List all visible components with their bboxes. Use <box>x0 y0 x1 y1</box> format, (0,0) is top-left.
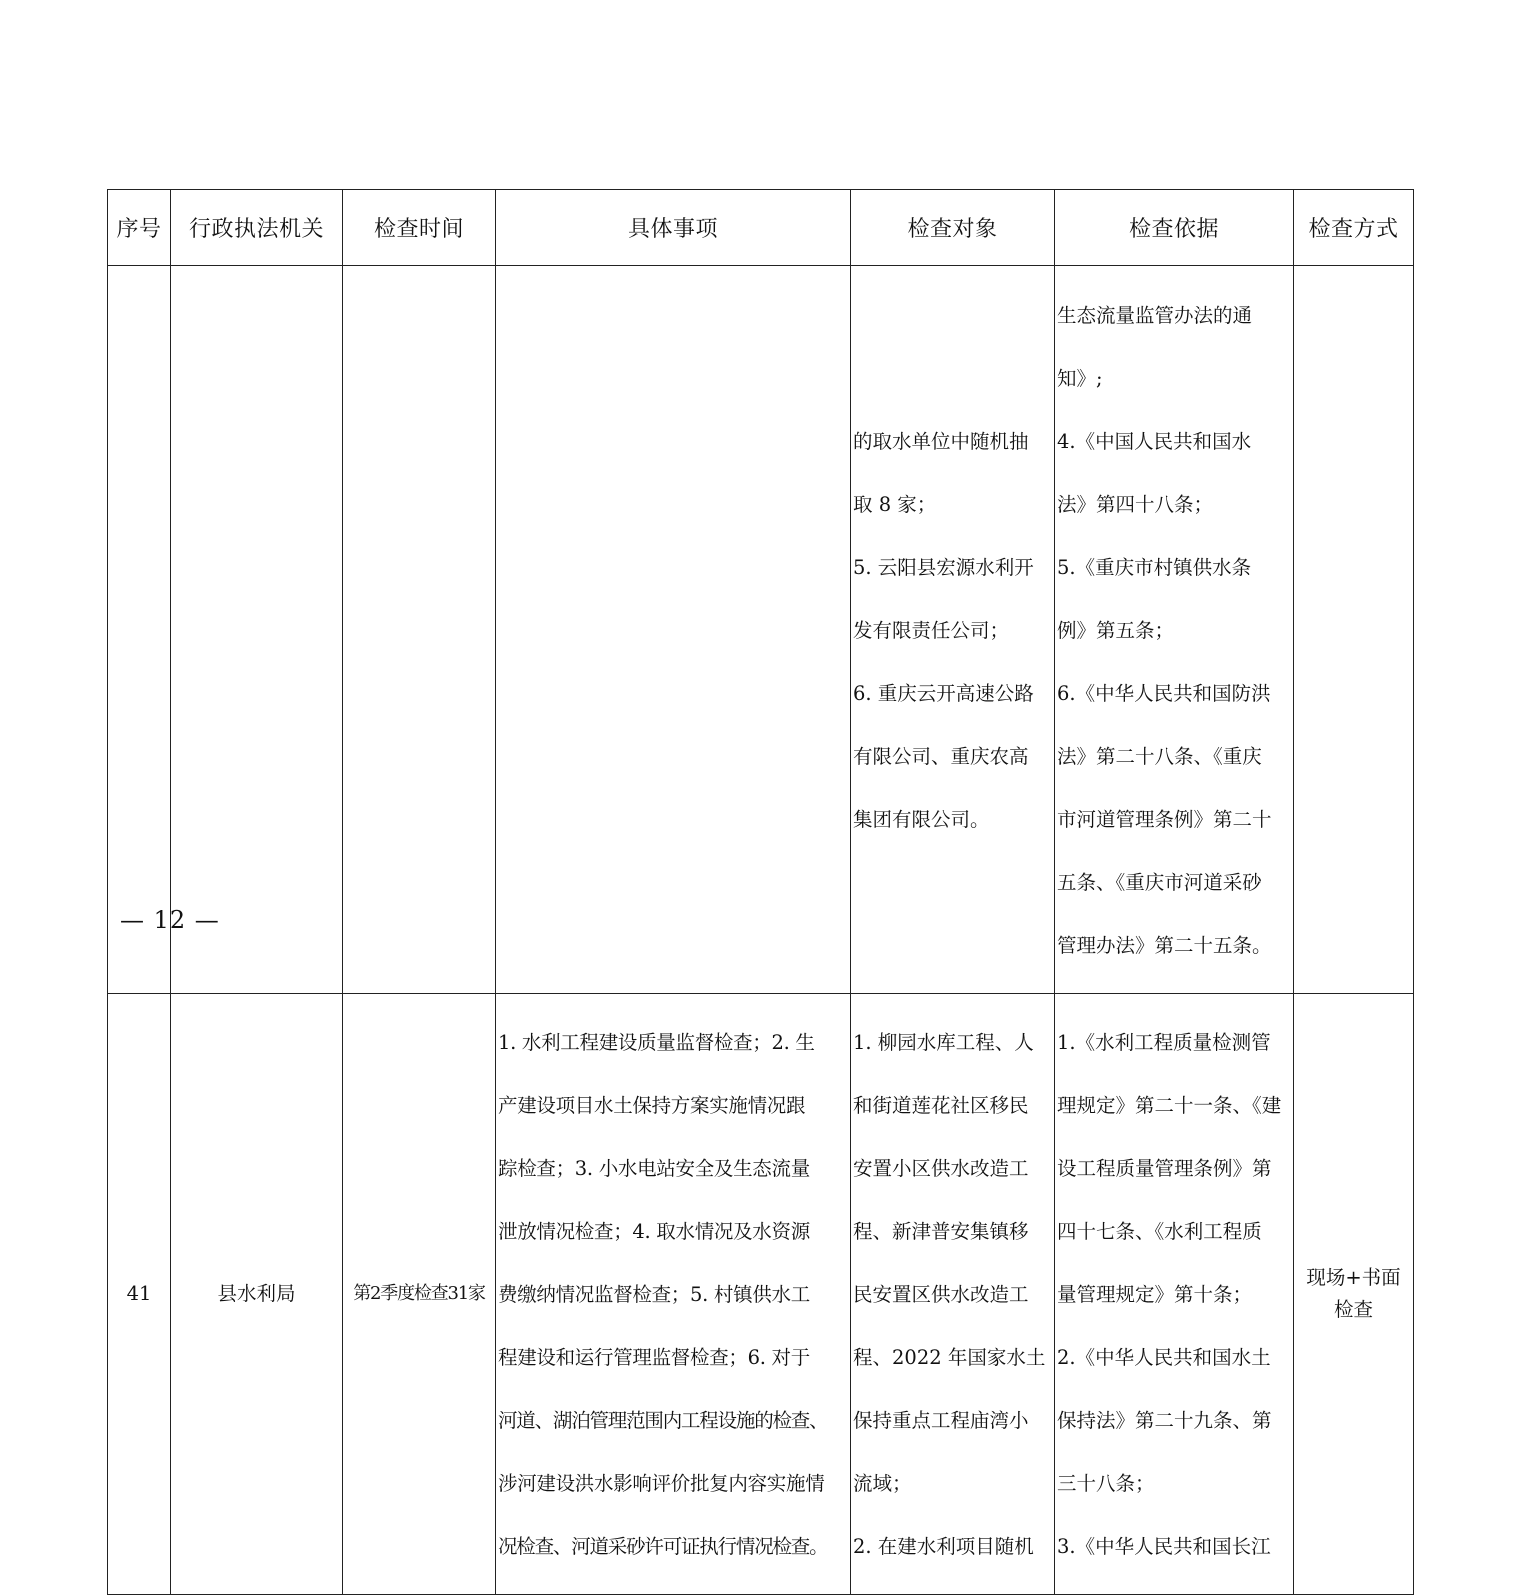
cell-time <box>343 266 496 994</box>
cell-basis <box>1055 266 1294 994</box>
header-time: 检查时间 <box>343 190 496 266</box>
basis-line: 1.《水利工程质量检测管 <box>1057 1031 1271 1054</box>
items-line: 踪检查；3. 小水电站安全及生态流量 <box>498 1157 810 1180</box>
basis-line: 三十八条； <box>1057 1472 1155 1495</box>
targets-line: 取 8 家； <box>853 492 937 516</box>
basis-line: 理规定》第二十一条、《建 <box>1057 1094 1282 1117</box>
targets-line: 保持重点工程庙湾小 <box>853 1409 1029 1432</box>
header-basis: 检查依据 <box>1055 190 1294 266</box>
cell-time <box>343 993 496 1595</box>
basis-line: 法》第二十八条、《重庆 <box>1057 744 1262 768</box>
basis-line: 五条、《重庆市河道采砂 <box>1057 870 1262 894</box>
basis-line: 例》第五条； <box>1057 618 1175 642</box>
cell-no <box>108 266 171 994</box>
header-method: 检查方式 <box>1294 190 1414 266</box>
targets-line: 6. 重庆云开高速公路 <box>853 681 1034 705</box>
targets-line: 有限公司、重庆农高 <box>853 744 1029 768</box>
basis-line: 知》; <box>1057 366 1103 390</box>
cell-agency <box>171 266 343 994</box>
table-row <box>108 266 1414 994</box>
targets-line: 2. 在建水利项目随机 <box>853 1535 1034 1558</box>
page-number: — 12 — <box>120 906 220 934</box>
basis-line: 保持法》第二十九条、第 <box>1057 1409 1272 1432</box>
basis-line: 6.《中华人民共和国防洪 <box>1057 681 1271 705</box>
inspection-plan-table <box>107 189 1414 1595</box>
targets-line: 程、2022 年国家水土 <box>853 1346 1046 1369</box>
cell-items <box>496 993 851 1595</box>
items-line: 涉河建设洪水影响评价批复内容实施情 <box>498 1472 825 1495</box>
method-line: 检查 <box>1333 1297 1373 1321</box>
basis-line: 2.《中华人民共和国水土 <box>1057 1346 1271 1369</box>
basis-line: 管理办法》第二十五条。 <box>1057 933 1272 957</box>
header-agency: 行政执法机关 <box>171 190 343 266</box>
table-row <box>108 993 1414 1595</box>
basis-line: 生态流量监管办法的通 <box>1057 303 1253 327</box>
basis-line: 4.《中国人民共和国水 <box>1057 429 1252 453</box>
items-line: 程建设和运行管理监督检查；6. 对于 <box>498 1346 810 1369</box>
cell-no <box>108 993 171 1595</box>
header-targets: 检查对象 <box>851 190 1055 266</box>
targets-line: 1. 柳园水库工程、人 <box>853 1031 1034 1054</box>
targets-line: 安置小区供水改造工 <box>853 1157 1029 1180</box>
header-no: 序号 <box>108 190 171 266</box>
targets-line: 民安置区供水改造工 <box>853 1283 1029 1306</box>
cell-targets <box>851 993 1055 1595</box>
cell-method <box>1294 993 1414 1595</box>
items-line: 费缴纳情况监督检查；5. 村镇供水工 <box>498 1283 810 1306</box>
targets-line: 发有限责任公司； <box>853 618 1010 642</box>
items-line: 产建设项目水土保持方案实施情况跟 <box>498 1094 806 1117</box>
basis-line: 法》第四十八条； <box>1057 492 1214 516</box>
method-line: 现场+书面 <box>1306 1266 1401 1290</box>
basis-line: 量管理规定》第十条； <box>1057 1283 1253 1306</box>
basis-line: 四十七条、《水利工程质 <box>1057 1220 1262 1243</box>
targets-line: 集团有限公司。 <box>853 807 990 831</box>
header-items: 具体事项 <box>496 190 851 266</box>
header-row <box>108 190 1414 266</box>
cell-agency <box>171 993 343 1595</box>
basis-line: 市河道管理条例》第二十 <box>1057 807 1272 831</box>
cell-basis <box>1055 993 1294 1595</box>
basis-line: 3.《中华人民共和国长江 <box>1057 1535 1271 1558</box>
row-number: 41 <box>126 1282 152 1305</box>
items-line: 1. 水利工程建设质量监督检查；2. 生 <box>498 1031 815 1054</box>
inspection-time: 第2季度检查31家 <box>353 1283 485 1304</box>
items-line: 泄放情况检查；4. 取水情况及水资源 <box>498 1220 810 1243</box>
targets-line: 的取水单位中随机抽 <box>853 429 1029 453</box>
items-line: 况检查、河道采砂许可证执行情况检查。 <box>498 1535 828 1558</box>
cell-items <box>496 266 851 994</box>
cell-method <box>1294 266 1414 994</box>
cell-targets <box>851 266 1055 994</box>
basis-line: 设工程质量管理条例》第 <box>1057 1157 1272 1180</box>
agency-name: 县水利局 <box>217 1282 296 1305</box>
targets-line: 5. 云阳县宏源水利开 <box>853 555 1034 579</box>
targets-line: 程、新津普安集镇移 <box>853 1220 1029 1243</box>
items-line: 河道、湖泊管理范围内工程设施的检查、 <box>498 1409 828 1432</box>
targets-line: 和街道莲花社区移民 <box>853 1094 1029 1117</box>
targets-line: 流域； <box>853 1472 912 1495</box>
basis-line: 5.《重庆市村镇供水条 <box>1057 555 1252 579</box>
